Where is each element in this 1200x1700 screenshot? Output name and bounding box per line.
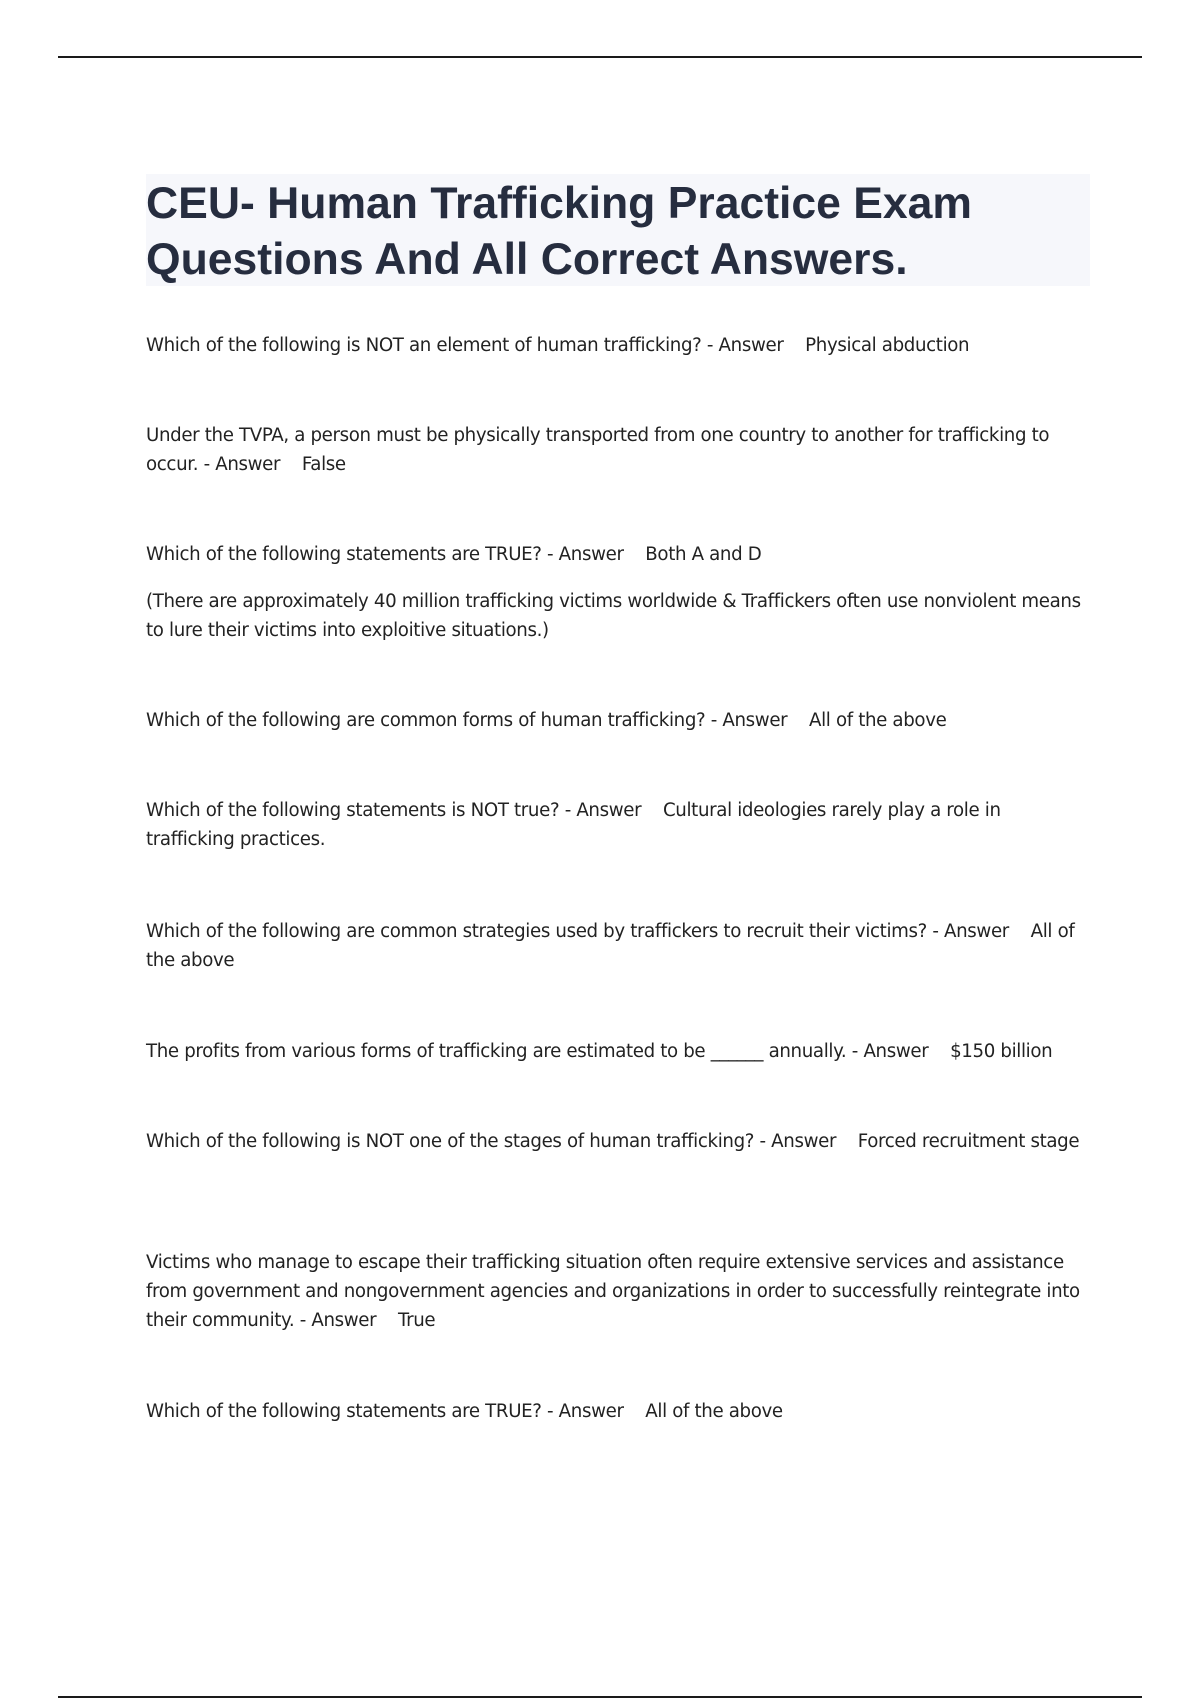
answer-text: All of the above xyxy=(146,921,1075,971)
qa-item-3 xyxy=(146,540,1086,569)
question-text: The profits from various forms of trafficking are estimated to be ______ annually. xyxy=(146,1041,847,1062)
qa-item-10 xyxy=(146,1397,1086,1426)
answer-marker: - Answer xyxy=(541,1401,646,1422)
answer-marker: - Answer xyxy=(846,1041,951,1062)
answer-marker: - Answer xyxy=(198,454,302,475)
answer-text: False xyxy=(301,454,346,475)
question-text: Which of the following are common forms of human trafficking? xyxy=(146,710,706,731)
header-rule xyxy=(58,56,1142,58)
qa-item-7 xyxy=(146,1037,1086,1066)
question-text: Which of the following are common strategies used by traffickers to recruit their victims? xyxy=(146,921,927,942)
answer-text: Both A and D xyxy=(645,544,762,565)
answer-text: All of the above xyxy=(809,710,947,731)
answer-text: $150 billion xyxy=(950,1041,1053,1062)
document-title: CEU- Human Trafficking Practice Exam Questions And All Correct Answers. xyxy=(146,179,972,284)
question-text: Which of the following statements are TRUE? xyxy=(146,544,542,565)
answer-marker: - Answer xyxy=(705,710,810,731)
qa-item-1 xyxy=(146,331,1086,360)
question-text: Which of the following is NOT an element of human trafficking? xyxy=(146,335,702,356)
footer-rule xyxy=(58,1696,1142,1698)
answer-text: True xyxy=(398,1310,436,1331)
answer-marker: - Answer xyxy=(294,1310,398,1331)
qa-item-4 xyxy=(146,706,1086,735)
question-text: Under the TVPA, a person must be physically transported from one country to another for trafficking to occur. xyxy=(146,425,1050,475)
qa-item-2 xyxy=(146,421,1086,479)
answer-marker: - Answer xyxy=(926,921,1031,942)
qa-item-9 xyxy=(146,1248,1086,1335)
answer-text: All of the above xyxy=(645,1401,783,1422)
answer-text: Forced recruitment stage xyxy=(857,1131,1080,1152)
qa-item-5 xyxy=(146,796,1086,854)
title-block xyxy=(146,174,1090,286)
answer-marker: - Answer xyxy=(701,335,806,356)
answer-marker: - Answer xyxy=(754,1131,858,1152)
question-text: Which of the following is NOT one of the stages of human trafficking? xyxy=(146,1131,755,1152)
question-text: Victims who manage to escape their trafficking situation often require extensive services and assistance from government and nongovernment agencies and organizations in order to successfully reintegrate into their community. xyxy=(146,1252,1080,1331)
answer-marker: - Answer xyxy=(541,544,646,565)
question-text: Which of the following statements is NOT true? xyxy=(146,800,560,821)
answer-text: Physical abduction xyxy=(805,335,970,356)
qa-item-3-note: (There are approximately 40 million trafficking victims worldwide & Traffickers often use nonviolent means to lure their victims into exploitive situations.) xyxy=(146,591,1081,641)
answer-marker: - Answer xyxy=(559,800,663,821)
qa-item-6 xyxy=(146,917,1086,975)
question-text: Which of the following statements are TRUE? xyxy=(146,1401,542,1422)
qa-item-8 xyxy=(146,1127,1086,1156)
answer-text: Cultural ideologies rarely play a role in trafficking practices. xyxy=(146,800,1001,850)
